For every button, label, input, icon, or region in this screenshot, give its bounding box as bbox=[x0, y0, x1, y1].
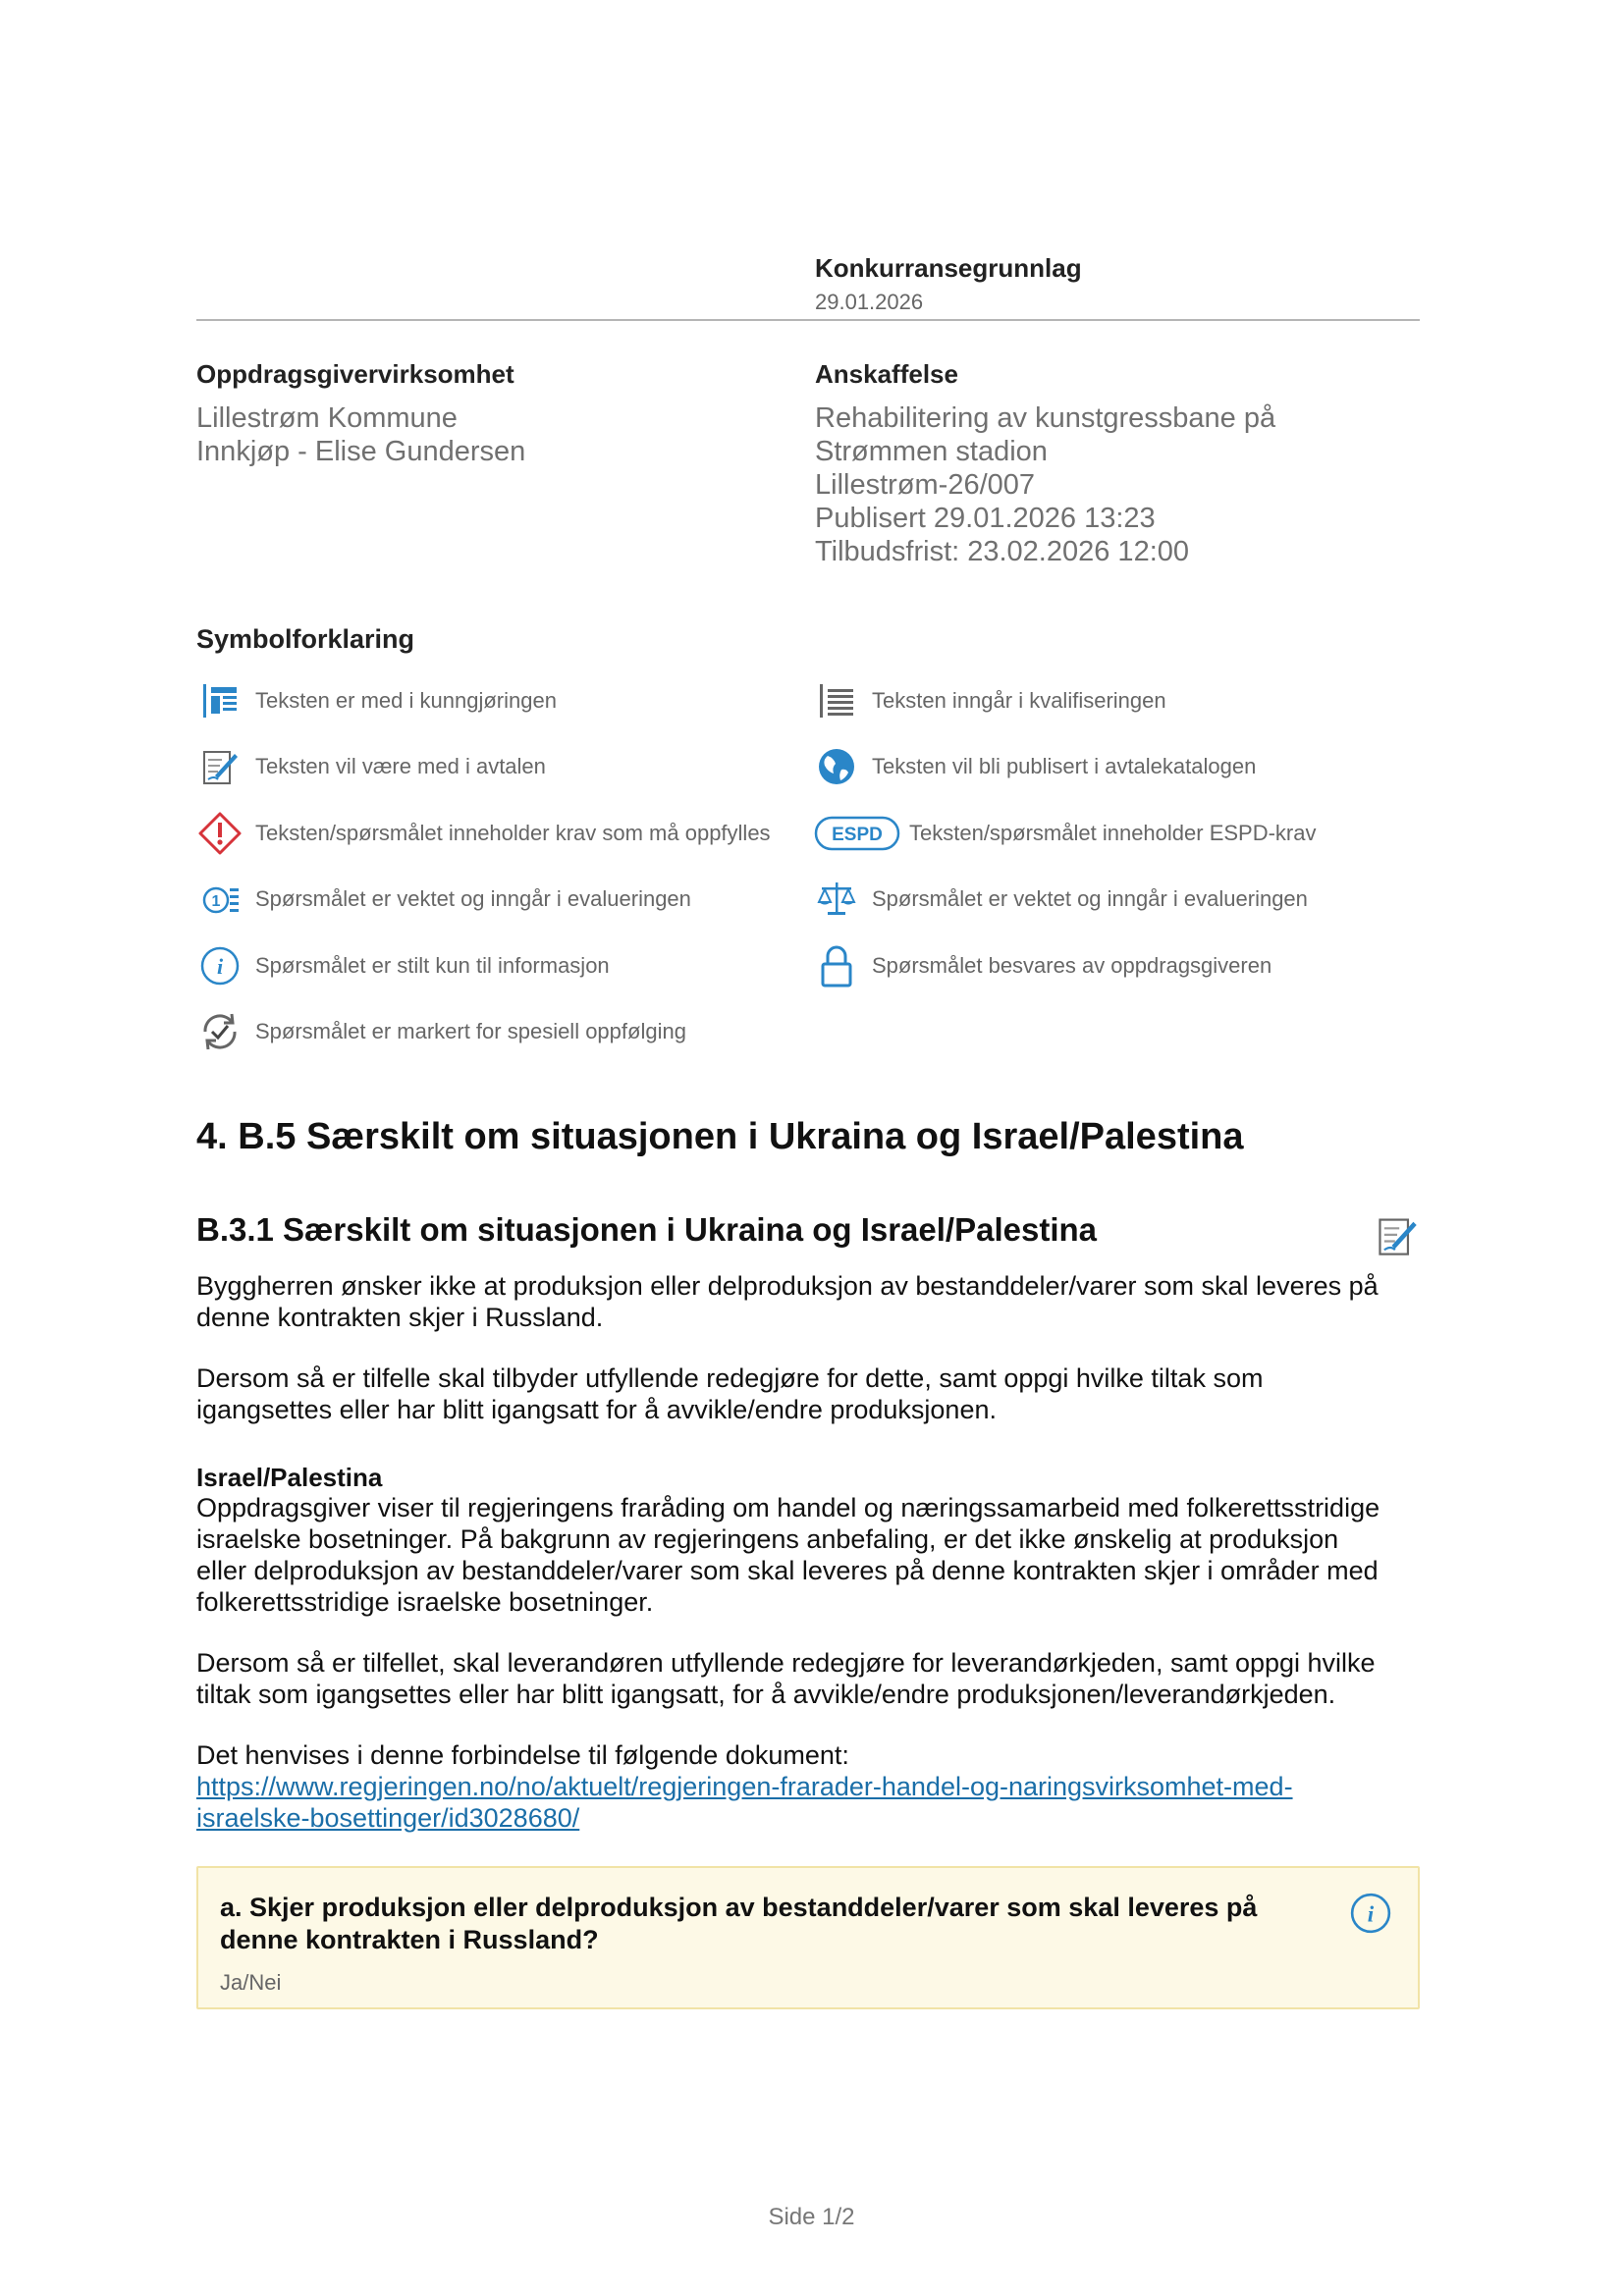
legend-item bbox=[196, 867, 805, 934]
header-divider bbox=[196, 319, 1420, 321]
legend-text: Spørsmålet er vektet og inngår i evalueringen bbox=[255, 886, 691, 912]
requirement-warning-icon bbox=[196, 810, 243, 857]
legend-item bbox=[813, 667, 1441, 734]
legend-text: Spørsmålet besvares av oppdragsgiveren bbox=[872, 952, 1272, 978]
follow-up-icon bbox=[196, 1008, 243, 1055]
svg-text:1: 1 bbox=[211, 893, 221, 911]
legend-item bbox=[813, 933, 1441, 999]
paragraph bbox=[196, 1270, 1424, 1333]
paragraph-line: israelske bosetninger. På bakgrunn av regjeringens anbefaling, er det ikke ønskelig at produksjon bbox=[196, 1524, 1339, 1554]
svg-text:i: i bbox=[216, 953, 224, 979]
paragraph-line: Det henvises i denne forbindelse til følgende dokument: bbox=[196, 1740, 849, 1770]
reference-link[interactable]: israelske-bosettinger/id3028680/ bbox=[196, 1803, 580, 1833]
client-info bbox=[196, 359, 785, 468]
paragraph-line: Dersom så er tilfellet, skal leverandøren utfyllende redegjøre for leverandørkjeden, samt oppgi hvilke bbox=[196, 1648, 1376, 1678]
legend-item bbox=[196, 667, 805, 734]
legend-text: Spørsmålet er markert for spesiell oppfølging bbox=[255, 1019, 686, 1044]
scale-icon bbox=[813, 876, 860, 923]
legend-right bbox=[813, 667, 1441, 999]
legend-left bbox=[196, 667, 805, 1065]
announcement-icon bbox=[196, 677, 243, 724]
legend-text: Teksten inngår i kvalifiseringen bbox=[872, 687, 1166, 713]
legend-item bbox=[196, 734, 805, 801]
legend-item bbox=[196, 800, 805, 867]
legend-item bbox=[196, 999, 805, 1066]
procurement-line: Lillestrøm-26/007 bbox=[815, 469, 1036, 501]
document-title: Konkurransegrunnlag bbox=[815, 253, 1082, 283]
legend-text: Teksten vil bli publisert i avtalekatalogen bbox=[872, 754, 1257, 779]
info-icon bbox=[196, 942, 243, 989]
lock-icon bbox=[813, 942, 860, 989]
client-line: Innkjøp - Elise Gundersen bbox=[196, 436, 526, 467]
question-text bbox=[220, 1892, 1280, 1956]
paragraph-line: Dersom så er tilfelle skal tilbyder utfyllende redegjøre for dette, samt oppgi hvilke tiltak som bbox=[196, 1363, 1264, 1393]
legend-item bbox=[813, 800, 1441, 867]
legend-title: Symbolforklaring bbox=[196, 624, 415, 654]
legend-text: Teksten/spørsmålet inneholder ESPD-krav bbox=[909, 820, 1317, 845]
legend-text: Spørsmålet er stilt kun til informasjon bbox=[255, 952, 610, 978]
contract-icon bbox=[196, 743, 243, 790]
globe-icon bbox=[813, 743, 860, 790]
procurement-line: Strømmen stadion bbox=[815, 436, 1048, 467]
paragraph-line: denne kontrakten skjer i Russland. bbox=[196, 1303, 604, 1332]
paragraph bbox=[196, 1362, 1424, 1425]
weighted-evaluation-icon bbox=[196, 876, 243, 923]
legend-text: Spørsmålet er vektet og inngår i evalueringen bbox=[872, 886, 1308, 912]
paragraph-line: folkerettsstridige israelske bosetninger. bbox=[196, 1587, 654, 1617]
procurement-info bbox=[815, 359, 1420, 568]
qualification-icon bbox=[813, 677, 860, 724]
section-title: 4. B.5 Særskilt om situasjonen i Ukraina og Israel/Palestina bbox=[196, 1116, 1244, 1157]
legend-text: Teksten er med i kunngjøringen bbox=[255, 687, 557, 713]
paragraph-line: Byggherren ønsker ikke at produksjon eller delproduksjon av bestanddeler/varer som skal leveres på bbox=[196, 1271, 1379, 1301]
legend-text: Teksten/spørsmålet inneholder krav som må oppfylles bbox=[255, 820, 771, 845]
client-heading: Oppdragsgivervirksomhet bbox=[196, 359, 514, 389]
page-number: Side 1/2 bbox=[768, 2204, 855, 2230]
question-line: a. Skjer produksjon eller delproduksjon av bestanddeler/varer som skal leveres på bbox=[220, 1893, 1258, 1922]
paragraph bbox=[196, 1647, 1424, 1710]
reference-link[interactable]: https://www.regjeringen.no/no/aktuelt/regjeringen-frarader-handel-og-naringsvirksomhet-med- bbox=[196, 1772, 1293, 1801]
question-line: denne kontrakten i Russland? bbox=[220, 1925, 599, 1954]
paragraph-line: eller delproduksjon av bestanddeler/varer som skal leveres på denne kontrakten skjer i områder med bbox=[196, 1556, 1379, 1585]
procurement-line: Rehabilitering av kunstgressbane på bbox=[815, 402, 1276, 434]
procurement-line: Tilbudsfrist: 23.02.2026 12:00 bbox=[815, 536, 1190, 567]
procurement-line: Publisert 29.01.2026 13:23 bbox=[815, 503, 1156, 534]
legend-item bbox=[196, 933, 805, 999]
info-icon bbox=[1349, 1892, 1392, 1935]
legend-text: Teksten vil være med i avtalen bbox=[255, 754, 546, 779]
legend-item bbox=[813, 734, 1441, 801]
question-box bbox=[196, 1866, 1420, 2009]
answer-type: Ja/Nei bbox=[220, 1970, 282, 1995]
contract-icon bbox=[1375, 1213, 1420, 1258]
subsection-title: B.3.1 Særskilt om situasjonen i Ukraina og Israel/Palestina bbox=[196, 1211, 1098, 1248]
subheading: Israel/Palestina bbox=[196, 1463, 383, 1492]
paragraph bbox=[196, 1492, 1424, 1618]
client-line: Lillestrøm Kommune bbox=[196, 402, 458, 434]
paragraph-line: igangsettes eller har blitt igangsatt for å avvikle/endre produksjonen. bbox=[196, 1395, 997, 1424]
paragraph bbox=[196, 1739, 1424, 1834]
svg-text:i: i bbox=[1367, 1900, 1375, 1927]
espd-icon bbox=[813, 810, 901, 857]
document-header bbox=[815, 253, 1420, 315]
paragraph-line: tiltak som igangsettes eller har blitt igangsatt, for å avvikle/endre produksjonen/leverandørkjeden. bbox=[196, 1680, 1336, 1709]
svg-text:ESPD: ESPD bbox=[832, 824, 883, 845]
paragraph-line: Oppdragsgiver viser til regjeringens fraråding om handel og næringssamarbeid med folkerettsstridige bbox=[196, 1493, 1380, 1522]
legend-item bbox=[813, 867, 1441, 934]
procurement-heading: Anskaffelse bbox=[815, 359, 958, 389]
document-date: 29.01.2026 bbox=[815, 290, 924, 314]
